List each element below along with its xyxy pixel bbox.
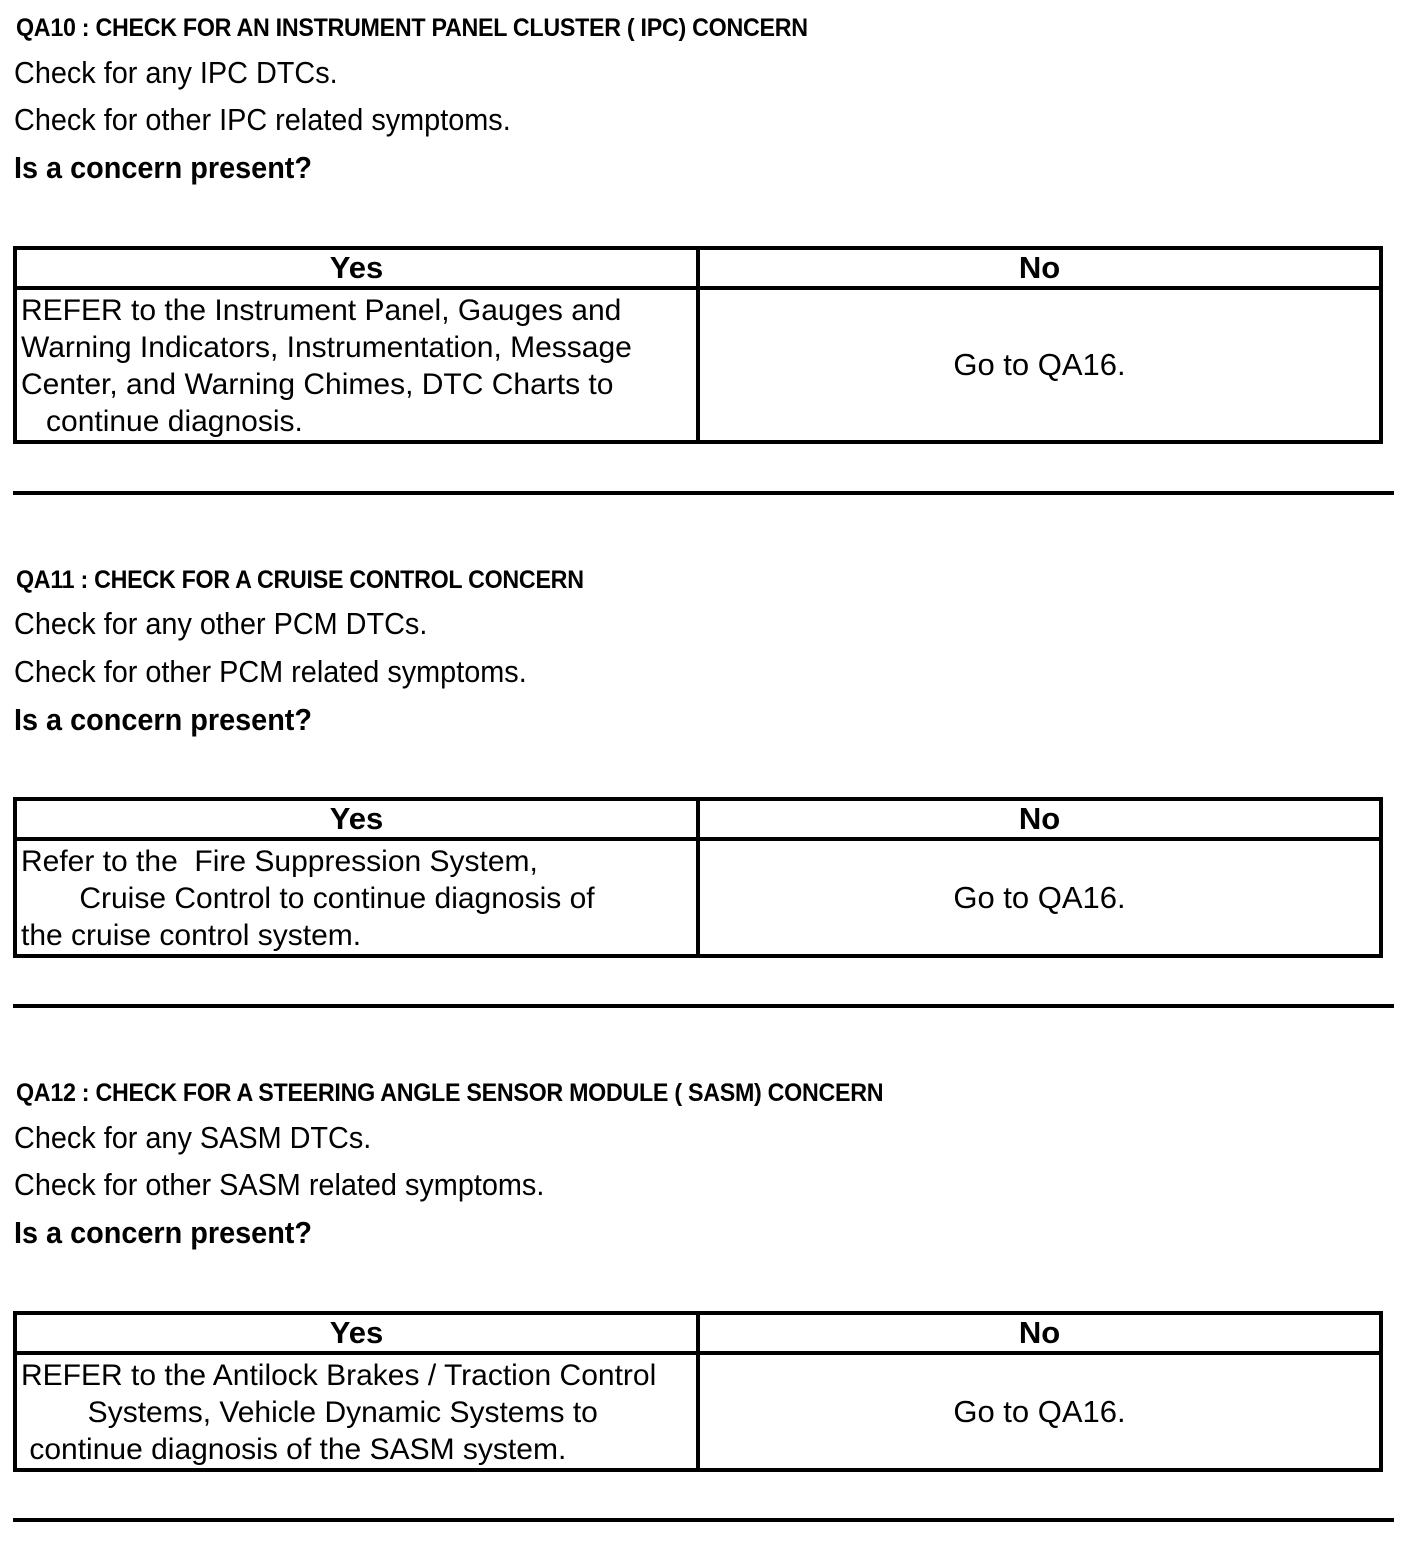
section-heading: QA10 : CHECK FOR AN INSTRUMENT PANEL CLUSTER ( IPC) CONCERN [16, 14, 808, 42]
instruction-line: Check for other SASM related symptoms. [14, 1167, 545, 1202]
no-cell: Go to QA16. [698, 288, 1381, 442]
yes-header: Yes [15, 1313, 698, 1353]
yes-cell [15, 288, 698, 442]
instruction-line: Check for any other PCM DTCs. [14, 606, 428, 641]
yes-cell [15, 839, 698, 956]
yes-text-line: REFER to the Antilock Brakes / Traction Control [21, 1359, 657, 1392]
yes-cell [15, 1353, 698, 1470]
yes-no-table [13, 1311, 1383, 1472]
yes-text-line: Center, and Warning Chimes, DTC Charts to [21, 368, 614, 401]
section-divider [13, 1004, 1394, 1008]
question: Is a concern present? [14, 1215, 313, 1250]
yes-text-line: Warning Indicators, Instrumentation, Message [21, 331, 632, 364]
no-header: No [698, 1313, 1381, 1353]
yes-header: Yes [15, 248, 698, 288]
yes-text-line: Refer to the Fire Suppression System, [21, 845, 538, 878]
yes-text-line: continue diagnosis. [21, 405, 303, 438]
section-divider [13, 491, 1394, 495]
instruction-line: Check for other IPC related symptoms. [14, 102, 511, 137]
yes-header: Yes [15, 799, 698, 839]
no-cell: Go to QA16. [698, 839, 1381, 956]
instruction-line: Check for other PCM related symptoms. [14, 654, 527, 689]
yes-no-table [13, 246, 1383, 444]
no-header: No [698, 799, 1381, 839]
no-cell: Go to QA16. [698, 1353, 1381, 1470]
yes-text-line: Systems, Vehicle Dynamic Systems to [21, 1396, 598, 1429]
section-heading: QA12 : CHECK FOR A STEERING ANGLE SENSOR MODULE ( SASM) CONCERN [16, 1079, 884, 1107]
instruction-line: Check for any IPC DTCs. [14, 55, 338, 90]
yes-text-line: Cruise Control to continue diagnosis of [21, 882, 595, 915]
yes-text-line: continue diagnosis of the SASM system. [21, 1433, 567, 1466]
yes-text-line: REFER to the Instrument Panel, Gauges and [21, 294, 622, 327]
question: Is a concern present? [14, 702, 313, 737]
instruction-line: Check for any SASM DTCs. [14, 1120, 372, 1155]
yes-no-table [13, 797, 1383, 958]
no-header: No [698, 248, 1381, 288]
question: Is a concern present? [14, 150, 313, 185]
section-heading: QA11 : CHECK FOR A CRUISE CONTROL CONCERN [16, 566, 584, 594]
yes-text-line: the cruise control system. [21, 919, 362, 952]
section-divider [13, 1518, 1394, 1522]
